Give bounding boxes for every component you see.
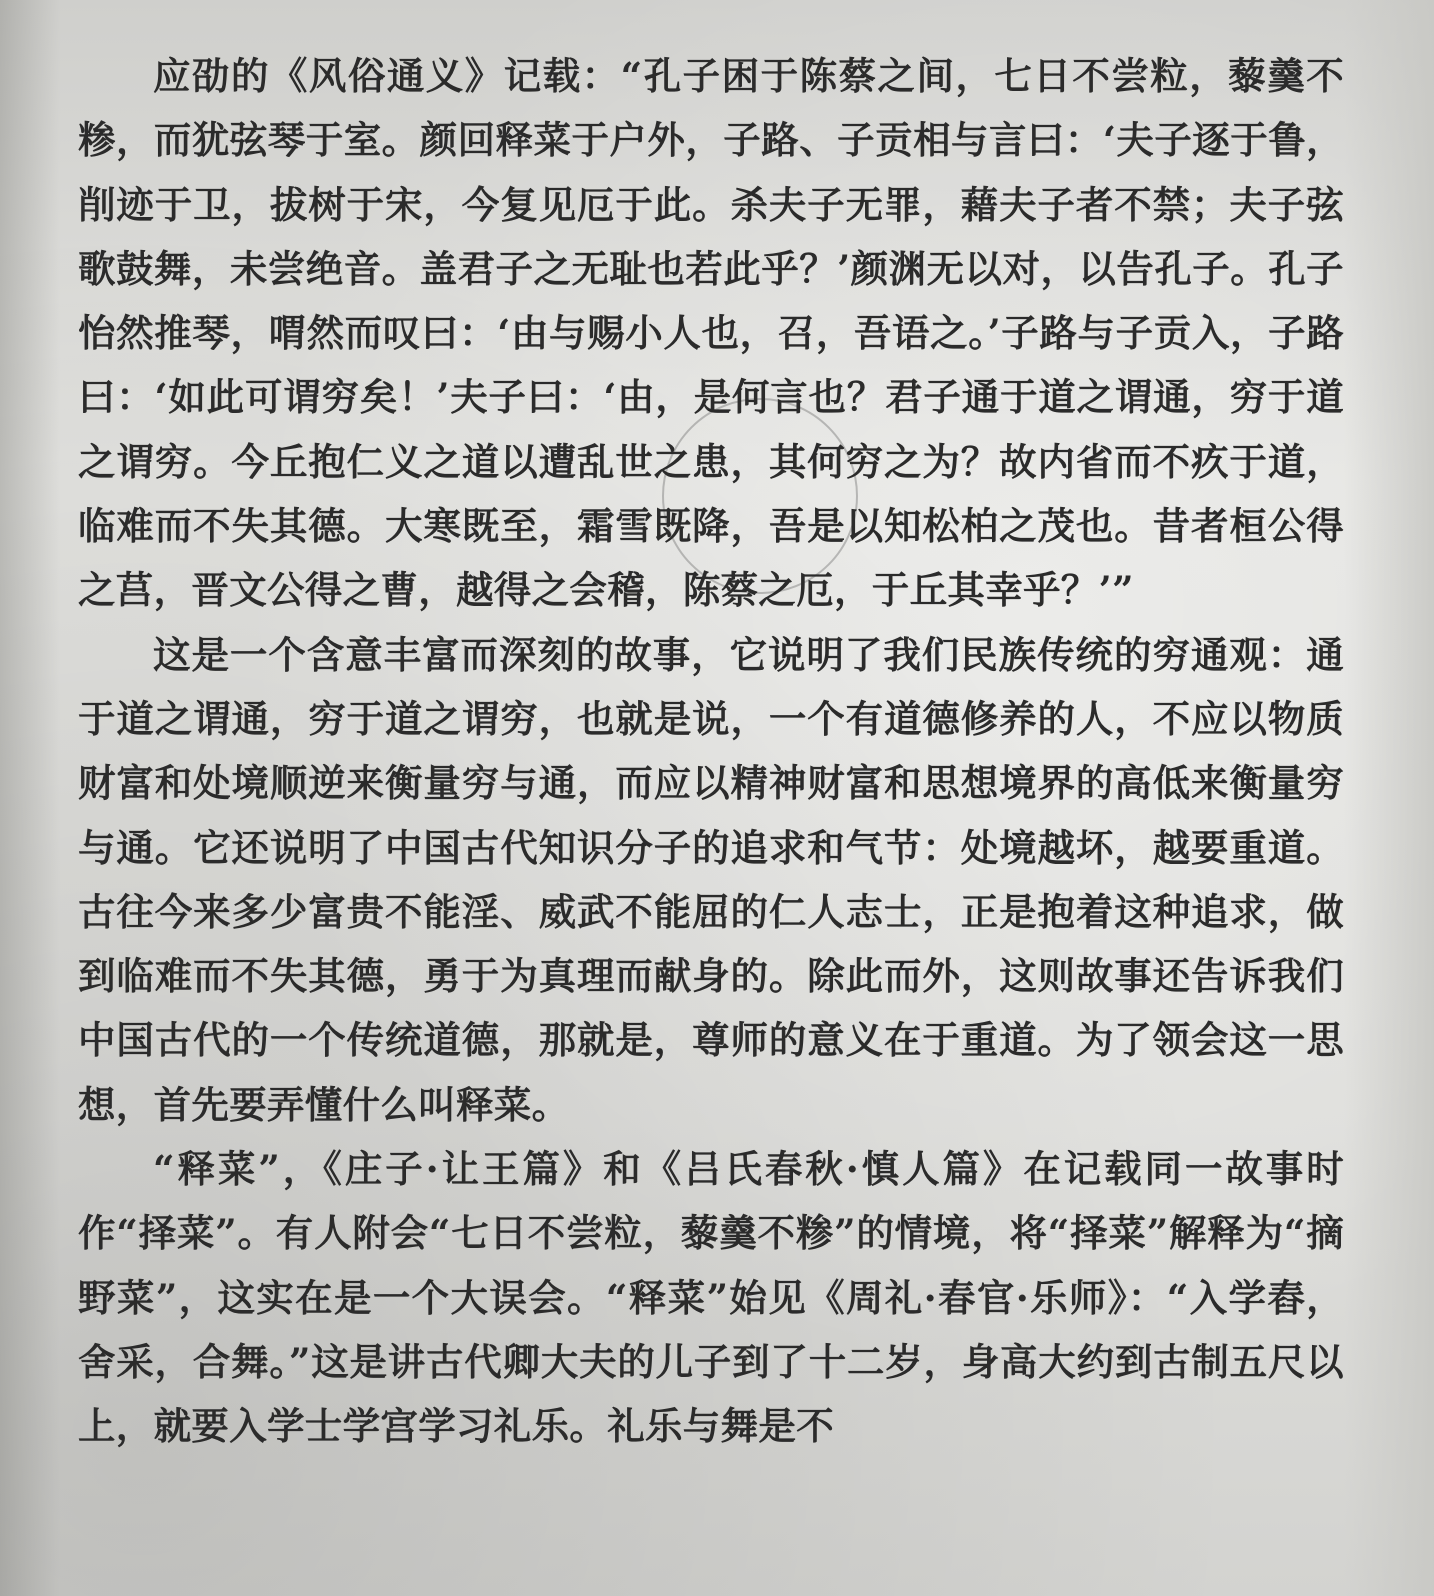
body-text	[78, 44, 1344, 1459]
paragraph-quote: 应劭的《风俗通义》记载：“孔子困于陈蔡之间，七日不尝粒，藜羹不糁，而犹弦琴于室。颜回释菜于户外，子路、子贡相与言曰：‘夫子逐于鲁，削迹于卫，拔树于宋，今复见厄于此。杀夫子无罪，藉夫子者不禁；夫子弦歌鼓舞，未尝绝音。盖君子之无耻也若此乎？’颜渊无以对，以告孔子。孔子怡然推琴，喟然而叹曰：‘由与赐小人也，召，吾语之。’子路与子贡入，子路曰：‘如此可谓穷矣！’夫子曰：‘由，是何言也？君子通于道之谓通，穷于道之谓穷。今丘抱仁义之道以遭乱世之患，其何穷之为？故内省而不疚于道，临难而不失其德。大寒既至，霜雪既降，吾是以知松柏之茂也。昔者桓公得之莒，晋文公得之曹，越得之会稽，陈蔡之厄，于丘其幸乎？’”	[78, 54, 1344, 613]
paragraph-shicai: “释菜”，《庄子·让王篇》和《吕氏春秋·慎人篇》在记载同一故事时作“择菜”。有人附会“七日不尝粒，藜羹不糁”的情境，将“择菜”解释为“摘野菜”，这实在是一个大误会。“释菜”始见《周礼·春官·乐师》：“入学舂，舍采，合舞。”这是讲古代卿大夫的儿子到了十二岁，身高大约到古制五尺以上，就要入学士学宫学习礼乐。礼乐与舞是不	[78, 1147, 1344, 1449]
paragraph-commentary: 这是一个含意丰富而深刻的故事，它说明了我们民族传统的穷通观：通于道之谓通，穷于道之谓穷，也就是说，一个有道德修养的人，不应以物质财富和处境顺逆来衡量穷与通，而应以精神财富和思想境界的高低来衡量穷与通。它还说明了中国古代知识分子的追求和气节：处境越坏，越要重道。古往今来多少富贵不能淫、威武不能屈的仁人志士，正是抱着这种追求，做到临难而不失其德，勇于为真理而献身的。除此而外，这则故事还告诉我们中国古代的一个传统道德，那就是，尊师的意义在于重道。为了领会这一思想，首先要弄懂什么叫释菜。	[78, 632, 1344, 1127]
